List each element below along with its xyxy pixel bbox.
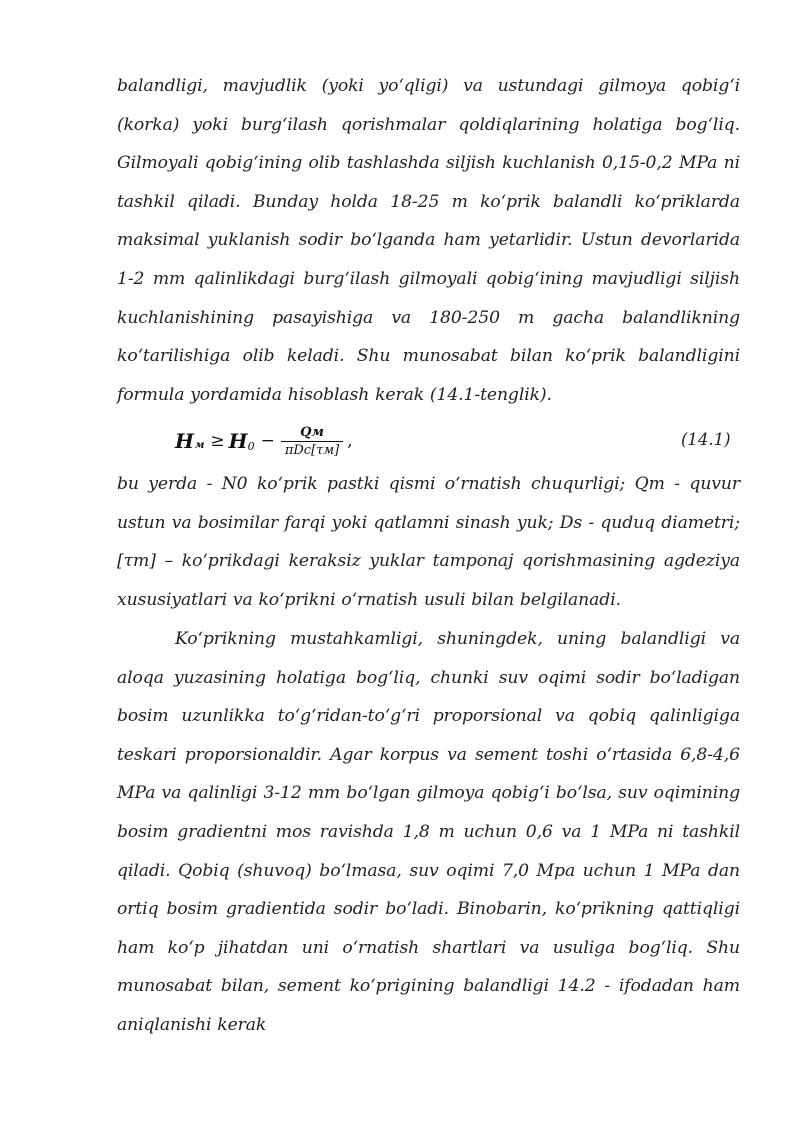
formula-fraction — [281, 424, 343, 459]
paragraph-3: Ko‘prikning mustahkamligi, shuningdek, uning balandligi va aloqa yuzasining holatiga bog‘liq, chunki suv oqimi sodir bo‘ladigan bosim uzunlikka to‘g‘ridan-to‘g‘ri proporsional va qobiq qalinligiga teskari proporsionaldir. Agar korpus va sement toshi o‘rtasida 6,8-4,6 MPa va qalinligi 3-12 mm bo‘lgan gilmoya qobig‘i bo‘lsa, suv oqimining bosim gradientni mos ravishda 1,8 m uchun 0,6 va 1 MPa ni tashkil qiladi. Qobiq (shuvoq) bo‘lmasa, suv oqimi 7,0 Mpa uchun 1 MPa dan ortiq bosim gradientida sodir bo‘ladi. Binobarin, ko‘prikning qattiqligi ham ko‘p jihatdan uni o‘rnatish shartlari va usuliga bog‘liq. Shu munosabat bilan, sement ko‘prigining balandligi 14.2 - ifodadan ham aniqlanishi kerak — [117, 629, 740, 1035]
formula-minus: − — [260, 431, 275, 451]
equation-number: (14.1) — [681, 430, 731, 449]
formula-lhs: H — [175, 429, 194, 453]
formula-14-1 — [175, 420, 353, 462]
formula-h0-subscript: 0 — [247, 439, 255, 453]
formula-denominator: πDс[τм] — [281, 441, 343, 459]
formula-numerator: Qм — [300, 424, 324, 440]
formula-h0: H — [228, 429, 248, 453]
formula-lhs-subscript: м — [194, 439, 205, 451]
formula-relation: ≥ — [210, 431, 225, 451]
formula-comma: , — [347, 431, 353, 451]
paragraph-1: balandligi, mavjudlik (yoki yo‘qligi) va ustundagi gilmoya qobig‘i (korka) yoki burg‘ilash qorishmalar qoldiqlarining holatiga bog‘liq. Gilmoyali qobig‘ining olib tashlashda siljish kuchlanish 0,15-0,2 MPa ni tashkil qiladi. Bunday holda 18-25 m ko‘prik balandli ko‘priklarda maksimal yuklanish sodir bo‘lganda ham yetarlidir. Ustun devorlarida 1-2 mm qalinlikdagi burg‘ilash gilmoyali qobig‘ining mavjudligi siljish kuchlanishining pasayishiga va 180-250 m gacha balandlikning ko‘tarilishiga olib keladi. Shu munosabat bilan ko‘prik balandligini formula yordamida hisoblash kerak (14.1-tenglik). — [117, 76, 740, 405]
paragraph-2: bu yerda - N0 ko‘prik pastki qismi o‘rnatish chuqurligi; Qm - quvur ustun va bosimilar farqi yoki qatlamni sinash yuk; Ds - quduq diametri; [τm] – ko‘prikdagi keraksiz yuklar tamponaj qorishmasining agdeziya xususiyatlari va ko‘prikni o‘rnatish usuli bilan belgilanadi. — [117, 474, 740, 610]
